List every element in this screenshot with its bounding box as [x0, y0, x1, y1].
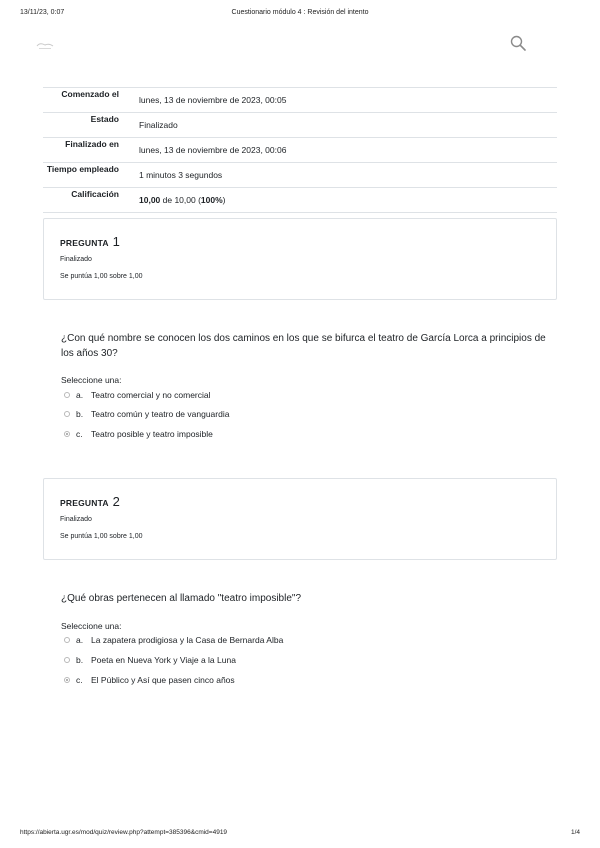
answer-letter: a. — [76, 635, 84, 645]
answer-letter: c. — [76, 675, 83, 685]
summary-row-time — [43, 163, 557, 188]
summary-value: 1 minutos 3 segundos — [127, 163, 557, 188]
question-grade: Se puntúa 1,00 sobre 1,00 — [60, 533, 143, 540]
summary-grade-value — [127, 188, 557, 213]
radio-button[interactable] — [64, 392, 70, 398]
summary-row-state — [43, 113, 557, 138]
radio-button[interactable] — [64, 637, 70, 643]
answer-text: Teatro comercial y no comercial — [91, 390, 211, 400]
summary-label: Calificación — [43, 188, 127, 213]
radio-button[interactable] — [64, 657, 70, 663]
summary-row-started — [43, 88, 557, 113]
attempt-summary-table — [43, 87, 557, 213]
print-page-number: 1/4 — [570, 829, 580, 836]
answer-option-1b[interactable] — [64, 408, 229, 420]
print-title: Cuestionario módulo 4 : Revisión del intento — [231, 9, 369, 16]
summary-value: lunes, 13 de noviembre de 2023, 00:06 — [127, 138, 557, 163]
question-state: Finalizado — [60, 256, 92, 263]
question-grade: Se puntúa 1,00 sobre 1,00 — [60, 273, 143, 280]
question-text-2: ¿Qué obras pertenecen al llamado "teatro imposible"? — [61, 593, 302, 604]
answer-letter: c. — [76, 429, 83, 439]
summary-label: Comenzado el — [43, 88, 127, 113]
summary-value: lunes, 13 de noviembre de 2023, 00:05 — [127, 88, 557, 113]
summary-value: Finalizado — [127, 113, 557, 138]
answer-letter: b. — [76, 655, 84, 665]
answer-text: La zapatera prodigiosa y la Casa de Bernarda Alba — [91, 635, 284, 645]
answer-option-2b[interactable] — [64, 654, 236, 666]
question-number — [60, 494, 120, 509]
question-number — [60, 234, 120, 249]
answer-text: Teatro común y teatro de vanguardia — [91, 409, 230, 419]
answer-letter: a. — [76, 390, 84, 400]
question-text-1: ¿Con qué nombre se conocen los dos caminos en los que se bifurca el teatro de García Lorca a principios de los años 30? — [61, 333, 546, 359]
answer-option-1c[interactable] — [64, 428, 213, 440]
summary-row-finished — [43, 138, 557, 163]
answer-letter: b. — [76, 409, 84, 419]
grade-percent: 100% — [200, 195, 223, 205]
summary-label: Tiempo empleado — [43, 163, 127, 188]
site-logo[interactable] — [34, 40, 56, 52]
print-url: https://abierta.ugr.es/mod/quiz/review.php?attempt=385396&cmid=4919 — [20, 829, 228, 836]
answer-prompt-2: Seleccione una: — [61, 621, 122, 631]
summary-row-grade — [43, 188, 557, 213]
radio-button[interactable] — [64, 411, 70, 417]
answer-option-2a[interactable] — [64, 634, 283, 646]
question-number-value: 2 — [112, 494, 121, 509]
answer-prompt-1: Seleccione una: — [61, 375, 122, 385]
radio-button-checked[interactable] — [64, 677, 70, 683]
answer-text: Poeta en Nueva York y Viaje a la Luna — [91, 655, 236, 665]
question-label: PREGUNTA — [60, 498, 109, 508]
grade-mid: de 10,00 ( — [160, 195, 201, 205]
print-date: 13/11/23, 0:07 — [20, 9, 65, 16]
summary-label: Finalizado en — [43, 138, 127, 163]
search-icon[interactable] — [510, 35, 526, 51]
grade-score: 10,00 — [139, 195, 161, 205]
question-state: Finalizado — [60, 516, 92, 523]
answer-text: El Público y Así que pasen cinco años — [91, 675, 235, 685]
print-header — [0, 9, 600, 21]
radio-button-checked[interactable] — [64, 431, 70, 437]
question-label: PREGUNTA — [60, 238, 109, 248]
answer-option-1a[interactable] — [64, 389, 211, 401]
question-number-value: 1 — [112, 234, 121, 249]
answer-option-2c[interactable] — [64, 674, 235, 686]
summary-label: Estado — [43, 113, 127, 138]
answer-text: Teatro posible y teatro imposible — [91, 429, 213, 439]
grade-end: ) — [222, 195, 226, 205]
print-footer — [0, 829, 600, 841]
question-info-2 — [43, 478, 557, 560]
question-info-1 — [43, 218, 557, 300]
